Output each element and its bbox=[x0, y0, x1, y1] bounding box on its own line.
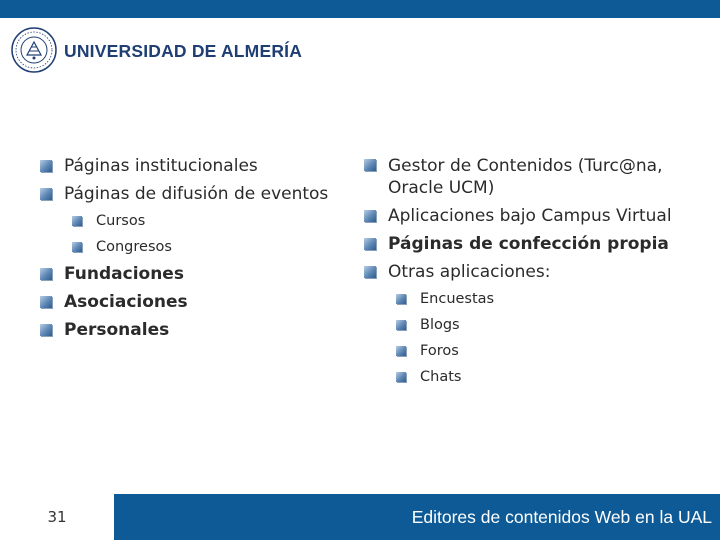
list-item bbox=[40, 152, 340, 180]
item-label: Personales bbox=[64, 320, 170, 340]
list-item bbox=[364, 202, 704, 230]
left-column bbox=[40, 152, 340, 344]
list-item bbox=[364, 152, 704, 202]
footer-bar bbox=[0, 494, 720, 540]
list-item bbox=[40, 180, 340, 208]
item-label: Fundaciones bbox=[64, 264, 184, 284]
list-item bbox=[364, 230, 704, 258]
footer-title: Editores de contenidos Web en la UAL bbox=[411, 507, 712, 527]
square-bullet-icon bbox=[396, 372, 406, 382]
square-bullet-icon bbox=[396, 320, 406, 330]
page-number: 31 bbox=[0, 494, 114, 540]
right-column bbox=[364, 152, 704, 390]
square-bullet-icon bbox=[364, 159, 376, 171]
sub-list-item bbox=[364, 286, 704, 312]
item-label: Otras aplicaciones: bbox=[388, 262, 551, 282]
list-item bbox=[364, 258, 704, 286]
square-bullet-icon bbox=[40, 296, 52, 308]
square-bullet-icon bbox=[396, 346, 406, 356]
item-label: Páginas de difusión de eventos bbox=[64, 184, 329, 204]
sub-list-item bbox=[40, 234, 340, 260]
item-label: Páginas institucionales bbox=[64, 156, 258, 176]
square-bullet-icon bbox=[364, 210, 376, 222]
item-label: Chats bbox=[420, 369, 462, 385]
item-label: Asociaciones bbox=[64, 292, 188, 312]
top-bar bbox=[0, 0, 720, 18]
sub-list-item bbox=[364, 312, 704, 338]
square-bullet-icon bbox=[40, 188, 52, 200]
square-bullet-icon bbox=[40, 160, 52, 172]
square-bullet-icon bbox=[40, 324, 52, 336]
item-label: Blogs bbox=[420, 317, 460, 333]
item-label: Aplicaciones bajo Campus Virtual bbox=[388, 206, 672, 226]
item-label: Encuestas bbox=[420, 291, 495, 307]
left-list bbox=[40, 152, 340, 344]
square-bullet-icon bbox=[40, 268, 52, 280]
sub-list-item bbox=[40, 208, 340, 234]
university-seal-icon bbox=[10, 26, 58, 74]
right-list bbox=[364, 152, 704, 390]
square-bullet-icon bbox=[396, 294, 406, 304]
university-logo bbox=[10, 26, 303, 76]
item-label: Foros bbox=[420, 343, 459, 359]
list-item bbox=[40, 260, 340, 288]
item-label: Congresos bbox=[96, 239, 172, 255]
item-label: Cursos bbox=[96, 213, 146, 229]
square-bullet-icon bbox=[364, 266, 376, 278]
item-label: Páginas de confección propia bbox=[388, 234, 669, 254]
logo-text: UNIVERSIDAD DE ALMERÍA bbox=[64, 41, 303, 61]
square-bullet-icon bbox=[72, 216, 82, 226]
sub-list-item bbox=[364, 338, 704, 364]
item-label: Gestor de Contenidos (Turc@na, Oracle UCM) bbox=[388, 156, 663, 198]
square-bullet-icon bbox=[72, 242, 82, 252]
sub-list-item bbox=[364, 364, 704, 390]
list-item bbox=[40, 316, 340, 344]
list-item bbox=[40, 288, 340, 316]
square-bullet-icon bbox=[364, 238, 376, 250]
